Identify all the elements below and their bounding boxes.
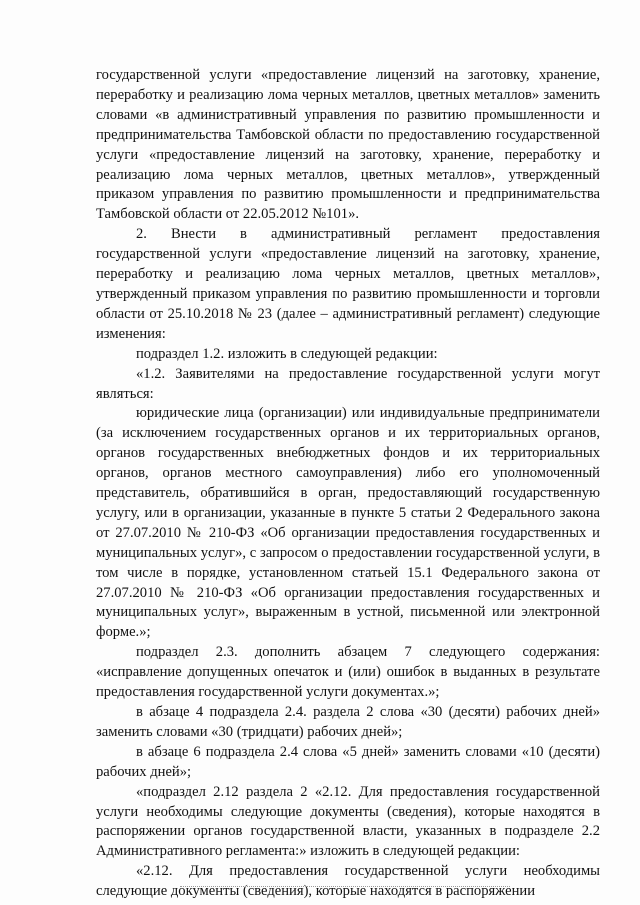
paragraph-subsection-2-3: подраздел 2.3. дополнить абзацем 7 следующего содержания: «исправление допущенных опечаток и (или) ошибок в выданных в результате предоставления государственной услуги документах.»; <box>96 644 600 701</box>
document-body <box>96 66 600 902</box>
paragraph-subsection-2-4-abzac-4: в абзаце 4 подраздела 2.4. раздела 2 слова «30 (десяти) рабочих дней» заменить словами «30 (тридцати) рабочих дней»; <box>96 704 600 740</box>
paragraph-subsection-2-12-new: «2.12. Для предоставления государственной услуги необходимы следующие документы (сведения), которые находятся в распоряжении <box>96 863 600 900</box>
paragraph-subsection-1-2-text: «1.2. Заявителями на предоставление государственной услуги могут являться: <box>96 365 600 402</box>
footer-dotted-line <box>180 886 510 887</box>
paragraph-subsection-1-2-intro: подраздел 1.2. изложить в следующей редакции: <box>136 345 438 362</box>
paragraph-subsection-2-4-abzac-6: в абзаце 6 подраздела 2.4 слова «5 дней» заменить словами «10 (десяти) рабочих дней»; <box>96 743 600 780</box>
paragraph-subsection-2-12-old: «подраздел 2.12 раздела 2 «2.12. Для предоставления государственной услуги необходимы следующие документы (сведения), которые находятся в распоряжении органов государственной власти, указанных в подразделе 2.2 Административного регламента:» изложить в следующей редакции: <box>96 783 600 860</box>
paragraph-applicants: юридические лица (организации) или индивидуальные предприниматели (за исключением государственных органов и их территориальных органов, органов государственных внебюджетных фондов и их территориальных органов, органов местного самоуправления) либо его уполномоченный представитель, обратившийся в орган, предоставляющий государственную услугу, или в организации, указанные в пункте 5 статьи 2 Федерального закона от 27.07.2010 № 210-ФЗ «Об организации предоставления государственных и муниципальных услуг», с запросом о предоставлении государственной услуги, в том числе в порядке, установленном статьей 15.1 Федерального закона от 27.07.2010 № 210-ФЗ «Об организации предоставления государственных и муниципальных услуг», выраженным в устной, письменной или электронной форме.»; <box>96 405 600 641</box>
paragraph-license-name-replacement: государственной услуги «предоставление лицензий на заготовку, хранение, переработку и реализацию лома черных металлов, цветных металлов» заменить словами «в административный управления по развитию промышленности и предпринимательства Тамбовской области по предоставлению государственной услуги «предоставление лицензий на заготовку, хранение, переработку и реализацию лома черных металлов, цветных металлов», утвержденный приказом управления по развитию промышленности и предпринимательства Тамбовской области от 22.05.2012 №101». <box>96 67 600 223</box>
paragraph-item-2: 2. Внести в административный регламент предоставления государственной услуги «предоставление лицензий на заготовку, хранение, переработку и реализацию лома черных металлов, цветных металлов», утвержденный приказом управления по развитию промышленности и торговли области от 25.10.2018 № 23 (далее – административный регламент) следующие изменения: <box>96 226 600 342</box>
